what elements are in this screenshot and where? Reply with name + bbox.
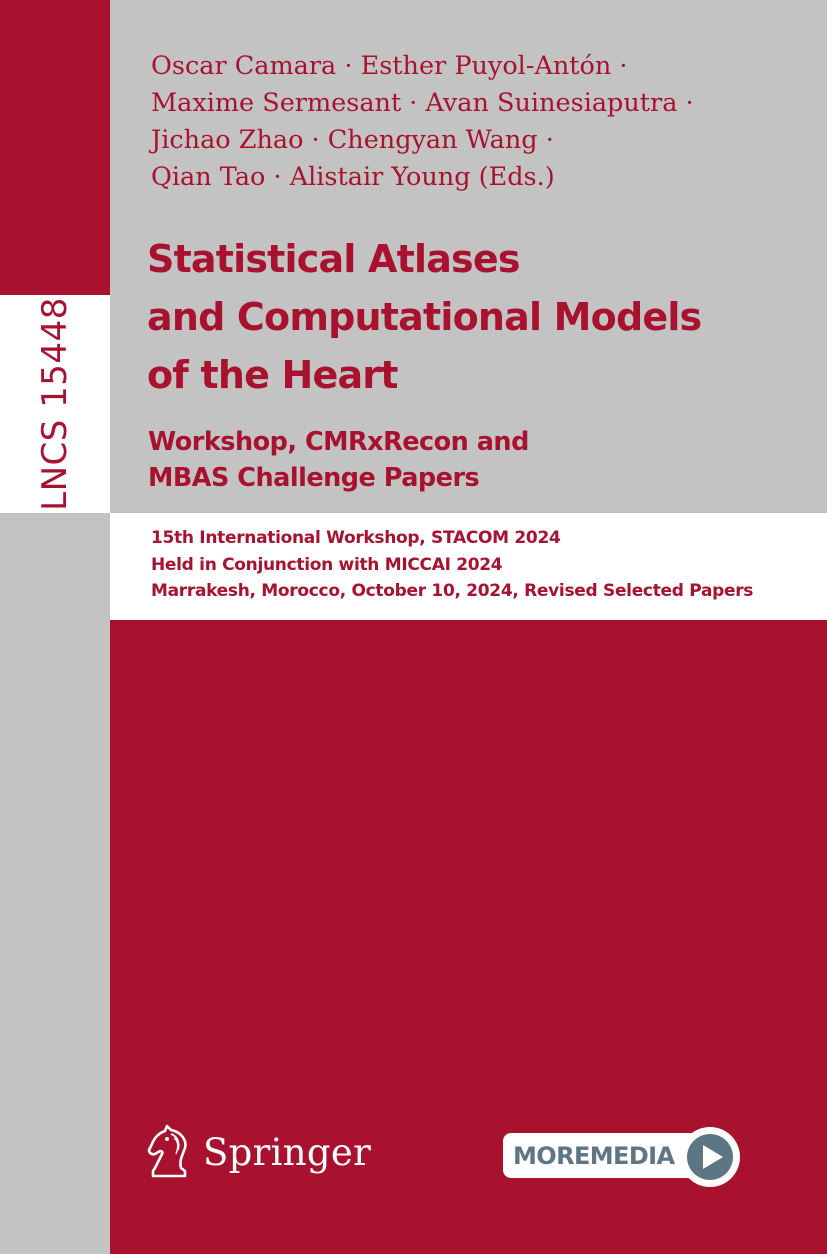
- conference-line: Held in Conjunction with MICCAI 2024: [151, 554, 503, 575]
- editors-line: Oscar Camara · Esther Puyol-Antón ·: [151, 51, 628, 81]
- title-line: of the Heart: [147, 353, 398, 397]
- conference-line: 15th International Workshop, STACOM 2024: [151, 528, 561, 548]
- editors-line: Jichao Zhao · Chengyan Wang ·: [151, 125, 554, 155]
- moremedia-badge[interactable]: [503, 1126, 741, 1188]
- subtitle-line: Workshop, CMRxRecon and: [148, 427, 529, 457]
- editors-list: [151, 48, 801, 196]
- editors-line: Qian Tao · Alistair Young (Eds.): [151, 162, 555, 192]
- spine-top-block: [0, 0, 110, 295]
- title-line: and Computational Models: [147, 295, 702, 339]
- book-title: [147, 230, 817, 404]
- editors-line: Maxime Sermesant · Avan Suinesiaputra ·: [151, 88, 694, 118]
- conference-info: [151, 525, 811, 605]
- book-subtitle: [148, 424, 808, 496]
- spine-bottom-block: [0, 513, 110, 1254]
- conference-line: Marrakesh, Morocco, October 10, 2024, Revised Selected Papers: [151, 581, 754, 601]
- series-number: LNCS 15448: [35, 297, 75, 511]
- chess-knight-icon: [145, 1124, 193, 1180]
- springer-logo: [145, 1122, 371, 1182]
- moremedia-label: MOREMEDIA: [513, 1141, 675, 1170]
- publisher-name: Springer: [203, 1130, 372, 1174]
- title-line: Statistical Atlases: [147, 237, 520, 281]
- play-icon: [679, 1126, 741, 1188]
- subtitle-line: MBAS Challenge Papers: [148, 463, 480, 493]
- moremedia-pill: [503, 1133, 699, 1178]
